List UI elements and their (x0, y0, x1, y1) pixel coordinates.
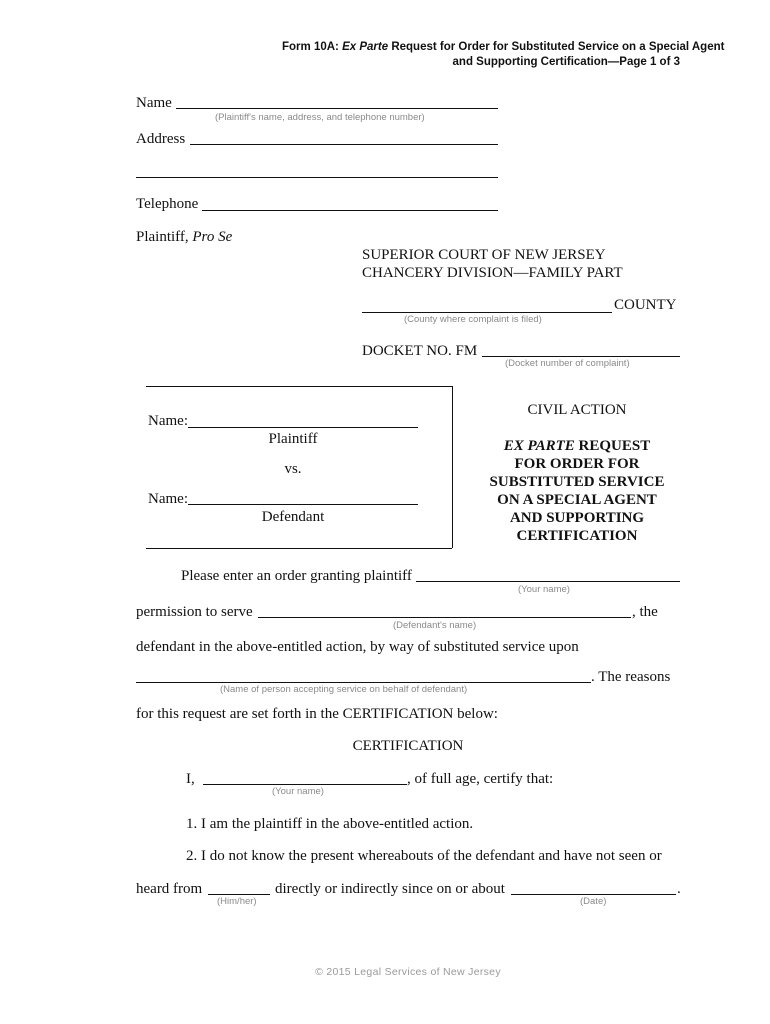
date-hint: (Date) (580, 896, 607, 907)
plaintiff-pro-se (136, 228, 232, 246)
title-line-1: EX PARTE REQUEST (503, 438, 651, 454)
defendant-line-text: defendant in the above-entitled action, by way of substituted service upon (136, 639, 579, 655)
court-division: CHANCERY DIVISION—FAMILY PART (362, 265, 623, 281)
pro-se-label: Pro Se (192, 229, 233, 245)
reasons-text: . The reasons (591, 669, 671, 685)
him-her-input[interactable] (208, 875, 274, 897)
name-label: Name (136, 95, 172, 111)
date-input[interactable] (511, 875, 680, 897)
permission-text: permission to serve (136, 604, 253, 620)
caption-defendant-name-label: Name: (148, 491, 188, 507)
form-title: Request for Order for Substituted Service on a Special Agent (391, 41, 725, 53)
plaintiff-label: Plaintiff, (136, 229, 189, 245)
full-age-text: , of full age, certify that: (407, 771, 554, 787)
form-title-italic: Ex Parte (342, 41, 389, 53)
address-label: Address (136, 131, 186, 147)
title-line-6: CERTIFICATION (516, 528, 638, 544)
period-text: . (677, 881, 681, 897)
docket-hint: (Docket number of complaint) (505, 358, 630, 369)
the-text: , the (632, 604, 658, 620)
caption-plaintiff-label: Plaintiff (268, 431, 318, 447)
your-name-input[interactable] (416, 562, 684, 584)
title-line-2: FOR ORDER FOR (514, 456, 640, 472)
heard-from-text: heard from (136, 881, 203, 897)
defendant-name-hint: (Defendant's name) (393, 620, 477, 631)
document-title (478, 437, 676, 545)
caption-plaintiff-input[interactable] (188, 408, 422, 430)
caption-vs: vs. (284, 461, 302, 477)
form-header-line2: and Supporting Certification—Page 1 of 3 (452, 56, 680, 68)
telephone-label: Telephone (136, 196, 199, 212)
caption-defendant-label: Defendant (261, 509, 325, 525)
certifier-name-input[interactable] (203, 765, 411, 787)
directly-text: directly or indirectly since on or about (275, 881, 505, 897)
him-her-hint: (Him/her) (217, 896, 257, 907)
i-text: I, (186, 771, 195, 787)
caption-plaintiff-name-label: Name: (148, 413, 188, 429)
plaintiff-name-input[interactable] (176, 89, 502, 111)
telephone-input[interactable] (202, 191, 502, 213)
copyright-footer: © 2015 Legal Services of New Jersey (315, 966, 501, 978)
county-input[interactable] (362, 293, 616, 315)
cert-item-1: 1. I am the plaintiff in the above-entitled action. (186, 816, 474, 832)
certifier-name-hint: (Your name) (272, 786, 324, 797)
caption-box-right-border (452, 386, 453, 548)
request-intro: Please enter an order granting plaintiff (181, 568, 412, 584)
defendant-name-input[interactable] (258, 598, 635, 620)
agent-hint: (Name of person accepting service on behalf of defendant) (220, 684, 468, 695)
county-hint: (County where complaint is filed) (404, 314, 542, 325)
county-label: COUNTY (614, 297, 677, 313)
title-line-4: ON A SPECIAL AGENT (497, 492, 657, 508)
docket-label: DOCKET NO. FM (362, 343, 478, 359)
address-input-1[interactable] (190, 125, 502, 147)
caption-box-top-border (146, 386, 452, 387)
address-input-2[interactable] (136, 158, 502, 180)
reasons-line-text: for this request are set forth in the CERTIFICATION below: (136, 706, 498, 722)
court-name: SUPERIOR COURT OF NEW JERSEY (362, 247, 606, 263)
form-number: Form 10A: (282, 41, 339, 53)
title-line-5: AND SUPPORTING (509, 510, 645, 526)
form-header-line1 (282, 40, 724, 55)
caption-box-bottom-border (146, 548, 452, 549)
agent-name-input[interactable] (136, 663, 595, 685)
docket-input[interactable] (482, 337, 684, 359)
cert-item-2: 2. I do not know the present whereabouts of the defendant and have not seen or (186, 848, 662, 864)
caption-defendant-input[interactable] (188, 485, 422, 507)
title-line-3: SUBSTITUTED SERVICE (489, 474, 665, 490)
certification-heading: CERTIFICATION (352, 738, 464, 754)
name-hint: (Plaintiff's name, address, and telephone number) (215, 112, 425, 123)
your-name-hint: (Your name) (518, 584, 570, 595)
civil-action: CIVIL ACTION (527, 402, 627, 418)
